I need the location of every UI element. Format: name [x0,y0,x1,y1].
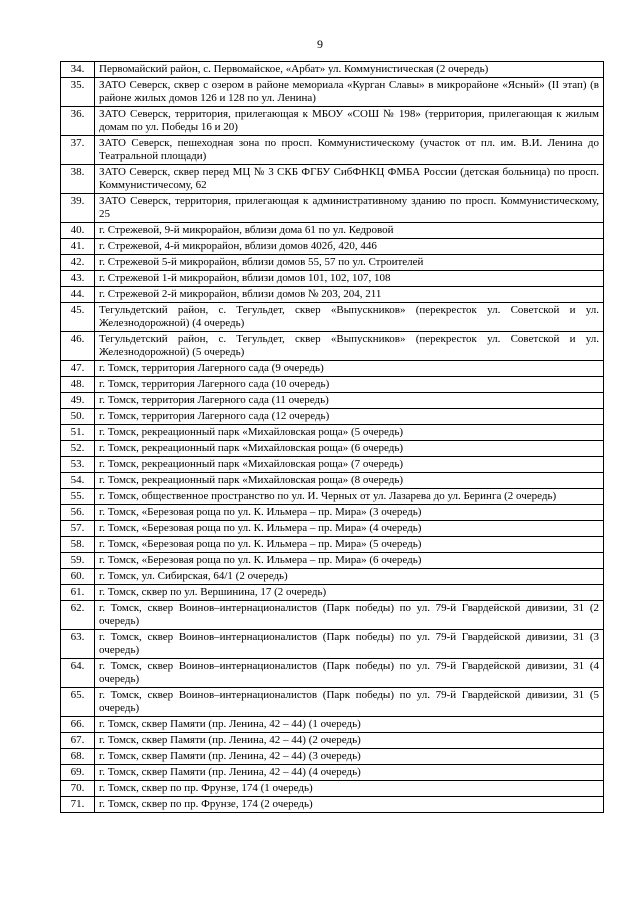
table-body [61,62,604,813]
row-location-text: г. Томск, ул. Сибирская, 64/1 (2 очередь) [95,569,604,585]
table-row [61,223,604,239]
row-location-text: ЗАТО Северск, сквер с озером в районе мемориала «Курган Славы» в микрорайоне «Ясный» (II этап) (в районе жилых домов 126 и 128 по ул. Ленина) [95,78,604,107]
table-row [61,537,604,553]
row-number: 70. [61,781,95,797]
table-row [61,717,604,733]
table-row [61,303,604,332]
row-number: 59. [61,553,95,569]
table-row [61,107,604,136]
row-number: 54. [61,473,95,489]
table-row [61,797,604,813]
table-row [61,473,604,489]
table-row [61,62,604,78]
row-location-text: ЗАТО Северск, сквер перед МЦ № 3 СКБ ФГБУ СибФНКЦ ФМБА России (детская больница) по просп. Коммунистичесому, 62 [95,165,604,194]
row-number: 71. [61,797,95,813]
row-location-text: г. Томск, рекреационный парк «Михайловская роща» (6 очередь) [95,441,604,457]
row-location-text: г. Стрежевой 2-й микрорайон, вблизи домов № 203, 204, 211 [95,287,604,303]
table-row [61,749,604,765]
row-number: 65. [61,688,95,717]
row-number: 52. [61,441,95,457]
row-number: 39. [61,194,95,223]
row-number: 64. [61,659,95,688]
row-location-text: г. Томск, сквер Воинов–интернационалистов (Парк победы) по ул. 79-й Гвардейской дивизии, 31 (4 очередь) [95,659,604,688]
row-number: 47. [61,361,95,377]
table-row [61,393,604,409]
table-row [61,239,604,255]
row-location-text: ЗАТО Северск, пешеходная зона по просп. Коммунистическому (участок от пл. им. В.И. Ленина до Театральной площади) [95,136,604,165]
row-location-text: г. Томск, рекреационный парк «Михайловская роща» (8 очередь) [95,473,604,489]
table-row [61,781,604,797]
table-row [61,553,604,569]
row-number: 40. [61,223,95,239]
row-number: 57. [61,521,95,537]
table-row [61,601,604,630]
table-row [61,659,604,688]
row-location-text: г. Томск, «Березовая роща по ул. К. Ильмера – пр. Мира» (6 очередь) [95,553,604,569]
row-number: 38. [61,165,95,194]
row-number: 36. [61,107,95,136]
row-location-text: г. Томск, «Березовая роща по ул. К. Ильмера – пр. Мира» (5 очередь) [95,537,604,553]
table-row [61,489,604,505]
row-location-text: г. Томск, сквер Памяти (пр. Ленина, 42 – 44) (4 очередь) [95,765,604,781]
row-location-text: г. Томск, территория Лагерного сада (10 очередь) [95,377,604,393]
row-location-text: г. Томск, сквер по ул. Вершинина, 17 (2 очередь) [95,585,604,601]
table-row [61,630,604,659]
row-number: 62. [61,601,95,630]
row-number: 53. [61,457,95,473]
row-number: 44. [61,287,95,303]
row-location-text: г. Томск, рекреационный парк «Михайловская роща» (7 очередь) [95,457,604,473]
table-row [61,688,604,717]
row-number: 56. [61,505,95,521]
table-row [61,505,604,521]
table-row [61,765,604,781]
row-number: 61. [61,585,95,601]
row-location-text: г. Томск, территория Лагерного сада (11 очередь) [95,393,604,409]
row-number: 68. [61,749,95,765]
row-location-text: г. Томск, сквер Воинов–интернационалистов (Парк победы) по ул. 79-й Гвардейской дивизии, 31 (2 очередь) [95,601,604,630]
table-row [61,361,604,377]
table-row [61,136,604,165]
row-number: 42. [61,255,95,271]
row-number: 69. [61,765,95,781]
row-location-text: г. Томск, сквер Воинов–интернационалистов (Парк победы) по ул. 79-й Гвардейской дивизии, 31 (3 очередь) [95,630,604,659]
row-location-text: г. Томск, «Березовая роща по ул. К. Ильмера – пр. Мира» (3 очередь) [95,505,604,521]
row-location-text: ЗАТО Северск, территория, прилегающая к МБОУ «СОШ № 198» (территория, прилегающая к жилым домам по ул. Победы 16 и 20) [95,107,604,136]
row-location-text: Тегульдетский район, с. Тегульдет, сквер «Выпускников» (перекресток ул. Советской и ул. Железнодорожной) (5 очередь) [95,332,604,361]
row-number: 63. [61,630,95,659]
row-number: 41. [61,239,95,255]
row-location-text: ЗАТО Северск, территория, прилегающая к административному зданию по просп. Коммунистическому, 25 [95,194,604,223]
row-location-text: г. Томск, территория Лагерного сада (12 очередь) [95,409,604,425]
row-location-text: г. Томск, сквер Памяти (пр. Ленина, 42 – 44) (2 очередь) [95,733,604,749]
table-row [61,377,604,393]
table-row [61,733,604,749]
table-row [61,409,604,425]
row-location-text: Тегульдетский район, с. Тегульдет, сквер «Выпускников» (перекресток ул. Советской и ул. Железнодорожной) (4 очередь) [95,303,604,332]
row-number: 43. [61,271,95,287]
locations-table [60,61,604,813]
row-location-text: г. Томск, рекреационный парк «Михайловская роща» (5 очередь) [95,425,604,441]
page-number: 9 [317,37,323,51]
row-location-text: г. Томск, сквер по пр. Фрунзе, 174 (2 очередь) [95,797,604,813]
row-location-text: г. Томск, территория Лагерного сада (9 очередь) [95,361,604,377]
row-number: 55. [61,489,95,505]
table-row [61,332,604,361]
row-number: 37. [61,136,95,165]
row-location-text: г. Стрежевой, 4-й микрорайон, вблизи домов 402б, 420, 446 [95,239,604,255]
row-number: 48. [61,377,95,393]
row-location-text: г. Томск, «Березовая роща по ул. К. Ильмера – пр. Мира» (4 очередь) [95,521,604,537]
row-number: 58. [61,537,95,553]
row-location-text: Первомайский район, с. Первомайское, «Арбат» ул. Коммунистическая (2 очередь) [95,62,604,78]
table-row [61,255,604,271]
row-number: 67. [61,733,95,749]
row-number: 45. [61,303,95,332]
row-location-text: г. Стрежевой 1-й микрорайон, вблизи домов 101, 102, 107, 108 [95,271,604,287]
table-row [61,569,604,585]
table-row [61,271,604,287]
row-number: 66. [61,717,95,733]
row-number: 51. [61,425,95,441]
row-number: 50. [61,409,95,425]
table-row [61,165,604,194]
table-row [61,194,604,223]
row-location-text: г. Томск, общественное пространство по ул. И. Черных от ул. Лазарева до ул. Беринга (2 очередь) [95,489,604,505]
table-row [61,441,604,457]
row-number: 35. [61,78,95,107]
table-row [61,78,604,107]
row-location-text: г. Стрежевой, 9-й микрорайон, вблизи дома 61 по ул. Кедровой [95,223,604,239]
row-number: 60. [61,569,95,585]
row-number: 46. [61,332,95,361]
row-location-text: г. Томск, сквер по пр. Фрунзе, 174 (1 очередь) [95,781,604,797]
table-row [61,521,604,537]
row-location-text: г. Томск, сквер Памяти (пр. Ленина, 42 – 44) (3 очередь) [95,749,604,765]
row-location-text: г. Томск, сквер Памяти (пр. Ленина, 42 – 44) (1 очередь) [95,717,604,733]
row-number: 34. [61,62,95,78]
row-location-text: г. Томск, сквер Воинов–интернационалистов (Парк победы) по ул. 79-й Гвардейской дивизии, 31 (5 очередь) [95,688,604,717]
table-row [61,457,604,473]
row-location-text: г. Стрежевой 5-й микрорайон, вблизи домов 55, 57 по ул. Строителей [95,255,604,271]
table-row [61,585,604,601]
table-row [61,287,604,303]
row-number: 49. [61,393,95,409]
table-row [61,425,604,441]
